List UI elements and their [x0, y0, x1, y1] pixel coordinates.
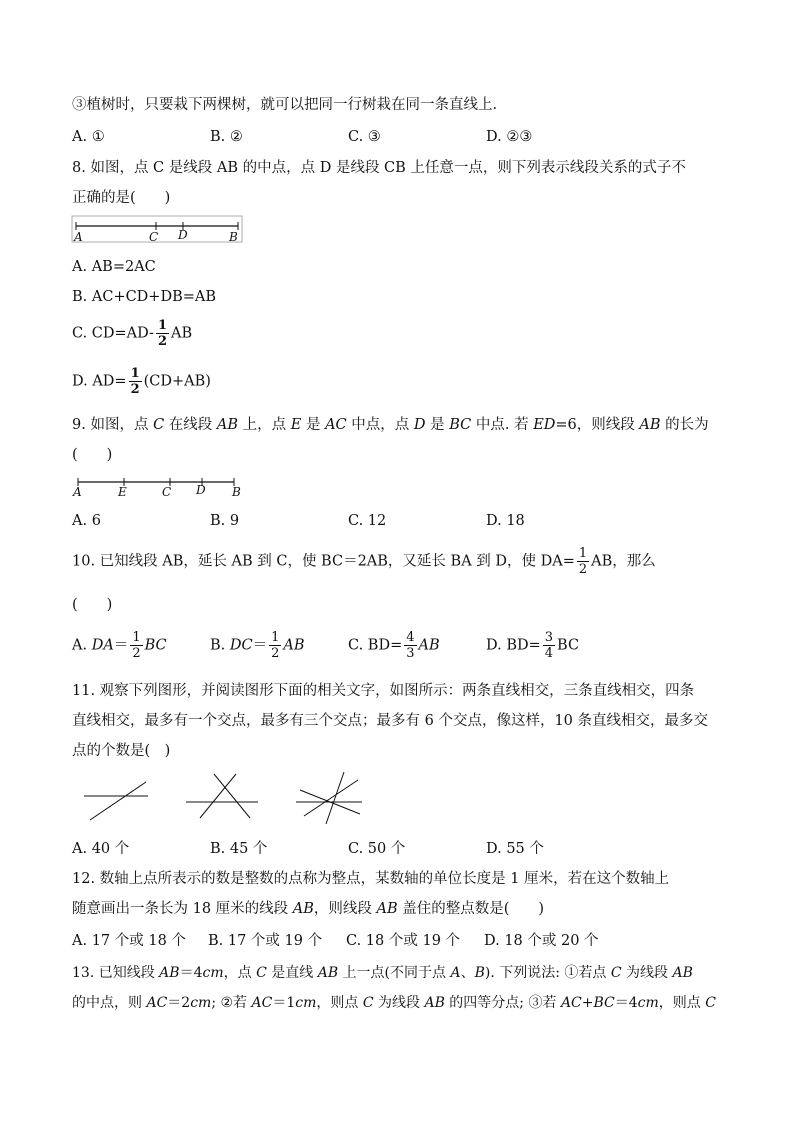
q12-stem-line-1: 12. 数轴上点所表示的数是整数的点称为整点，某数轴的单位长度是 1 厘米，若在这个数轴上	[72, 871, 670, 887]
q12-option-d: D. 18 个或 20 个	[484, 933, 599, 949]
q7-option-a: A. ①	[72, 129, 105, 145]
fraction: $\frac{1}{2}$	[271, 630, 280, 661]
q9-label-d: D	[196, 483, 206, 497]
q11-two-lines-figure	[84, 780, 154, 825]
q10-option-c: C. BD= $\frac{4}{3}$ AB	[348, 630, 440, 661]
q11-option-a: A. 40 个	[72, 841, 130, 857]
fraction: $\frac{1}{2}$	[157, 318, 167, 349]
q9-stem-line-1: 9. 如图，点 C 在线段 AB 上，点 E 是 AC 中点，点 D 是 BC 中点. 若 ED=6，则线段 AB 的长为	[72, 417, 709, 433]
q10-option-d: D. BD= $\frac{3}{4}$ BC	[486, 630, 580, 661]
q11-four-lines-figure	[296, 770, 368, 826]
q11-option-b: B. 45 个	[210, 841, 268, 857]
q11-stem-line-2: 直线相交，最多有一个交点，最多有三个交点；最多有 6 个交点，像这样，10 条直线相交，最多交	[72, 713, 708, 729]
q11-option-c: C. 50 个	[348, 841, 406, 857]
q8-label-c: C	[149, 230, 159, 244]
q9-option-d: D. 18	[486, 513, 525, 529]
q10-stem-line-2: ( )	[72, 597, 113, 613]
q12-stem-line-2: 随意画出一条长为 18 厘米的线段 AB，则线段 AB 盖住的整点数是( )	[72, 901, 545, 917]
q9-segment-figure	[72, 474, 252, 500]
fraction: $\frac{3}{4}$	[544, 630, 554, 661]
q9-label-a: A	[73, 485, 82, 499]
q7-option-d: D. ②③	[486, 129, 533, 145]
q9-option-c: C. 12	[348, 513, 387, 529]
q10-option-b: B. DC＝ $\frac{1}{2}$ AB	[210, 630, 305, 661]
q8-option-d: D. AD= $\frac{1}{2}$ (CD+AB)	[72, 366, 211, 397]
q8-stem-line-1: 8. 如图，点 C 是线段 AB 的中点，点 D 是线段 CB 上任意一点，则下列表示线段关系的式子不	[72, 160, 686, 176]
q9-option-b: B. 9	[210, 513, 240, 529]
q8-segment-figure	[72, 214, 252, 246]
q11-stem-line-1: 11. 观察下列图形，并阅读图形下面的相关文字，如图所示：两条直线相交，三条直线相交，四条	[72, 683, 695, 699]
q8-stem-line-2: 正确的是( )	[72, 190, 171, 206]
q8-option-a: A. AB=2AC	[72, 259, 156, 275]
fraction: $\frac{1}{2}$	[130, 366, 140, 397]
q11-stem-line-3: 点的个数是( )	[72, 743, 171, 759]
q8-label-a: A	[74, 230, 83, 244]
q9-label-c: C	[162, 485, 172, 499]
q10-option-a: A. DA＝ $\frac{1}{2}$ BC	[72, 630, 167, 661]
q8-label-b: B	[229, 230, 238, 244]
q8-label-d: D	[178, 228, 188, 242]
q11-three-lines-figure	[186, 772, 262, 822]
q8-option-c: C. CD=AD- $\frac{1}{2}$ AB	[72, 318, 193, 349]
q12-option-c: C. 18 个或 19 个	[346, 933, 461, 949]
q13-stem-line-2: 的中点，则 AC＝2cm; ②若 AC＝1cm，则点 C 为线段 AB 的四等分点; ③若 AC+BC＝4cm，则点 C	[72, 995, 716, 1011]
q12-option-b: B. 17 个或 19 个	[208, 933, 323, 949]
fraction: $\frac{1}{2}$	[578, 546, 588, 577]
q9-label-b: B	[232, 485, 241, 499]
q10-stem-line-1: 10. 已知线段 AB，延长 AB 到 C，使 BC＝2AB，又延长 BA 到 D，使 DA= $\frac{1}{2}$ AB，那么	[72, 546, 656, 577]
q8-option-b: B. AC+CD+DB=AB	[72, 289, 217, 305]
q9-stem-line-2: ( )	[72, 447, 113, 463]
q9-label-e: E	[118, 485, 127, 499]
q7-option-b: B. ②	[210, 129, 243, 145]
fraction: $\frac{4}{3}$	[406, 630, 415, 661]
q9-option-a: A. 6	[72, 513, 101, 529]
q13-stem-line-1: 13. 已知线段 AB＝4cm，点 C 是直线 AB 上一点(不同于点 A、B). 下列说法: ①若点 C 为线段 AB	[72, 965, 693, 981]
q7-option-c: C. ③	[348, 129, 381, 145]
q12-option-a: A. 17 个或 18 个	[72, 933, 186, 949]
q7-statement-3: ③植树时，只要栽下两棵树，就可以把同一行树栽在同一条直线上.	[72, 97, 498, 113]
fraction: $\frac{1}{2}$	[132, 630, 141, 661]
q11-option-d: D. 55 个	[486, 841, 544, 857]
